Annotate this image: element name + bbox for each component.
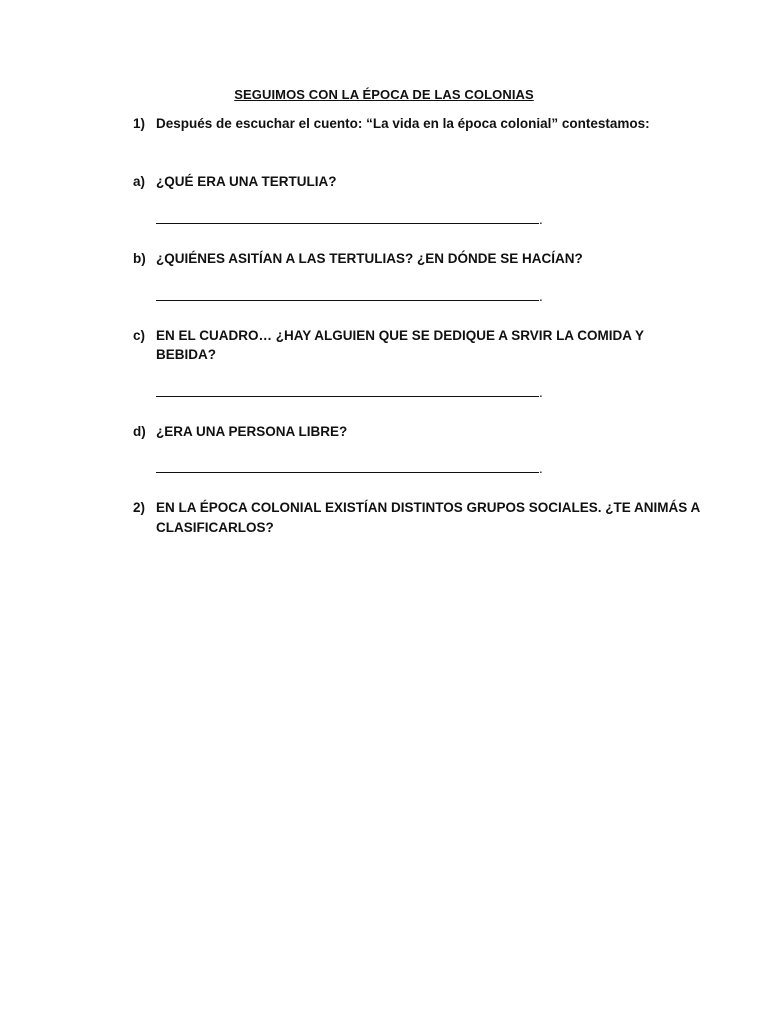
answer-line-d[interactable]	[156, 461, 543, 476]
page-title: SEGUIMOS CON LA ÉPOCA DE LAS COLONIAS	[234, 87, 534, 102]
question-a	[133, 174, 337, 189]
answer-line-end: .	[539, 385, 543, 400]
question-b	[133, 251, 583, 266]
question-a-letter: a)	[133, 174, 146, 189]
answer-line-c[interactable]	[156, 385, 543, 400]
question-1-text: Después de escuchar el cuento: “La vida en la época colonial” contestamos:	[156, 116, 650, 131]
question-2-number: 2)	[133, 500, 146, 515]
question-d	[133, 424, 347, 439]
question-2-text-line1: EN LA ÉPOCA COLONIAL EXISTÍAN DISTINTOS GRUPOS SOCIALES. ¿TE ANIMÁS A	[156, 500, 701, 515]
answer-rule	[156, 299, 539, 301]
answer-line-end: .	[539, 461, 543, 476]
question-2-text-line2: CLASIFICARLOS?	[156, 520, 274, 535]
answer-rule	[156, 222, 539, 224]
question-c	[133, 328, 644, 343]
answer-line-end: .	[539, 212, 543, 227]
question-c-letter: c)	[133, 328, 146, 343]
answer-line-b[interactable]	[156, 289, 543, 304]
question-d-text: ¿ERA UNA PERSONA LIBRE?	[156, 424, 348, 439]
question-1	[133, 116, 650, 131]
answer-rule	[156, 395, 539, 397]
answer-line-a[interactable]	[156, 212, 543, 227]
answer-line-end: .	[539, 289, 543, 304]
question-c-text-line2: BEBIDA?	[156, 347, 216, 362]
question-d-letter: d)	[133, 424, 146, 439]
answer-rule	[156, 471, 539, 473]
question-2	[133, 500, 700, 515]
question-c-text-line1: EN EL CUADRO… ¿HAY ALGUIEN QUE SE DEDIQUE A SRVIR LA COMIDA Y	[156, 328, 645, 343]
question-a-text: ¿QUÉ ERA UNA TERTULIA?	[156, 174, 337, 189]
question-b-text: ¿QUIÉNES ASITÍAN A LAS TERTULIAS? ¿EN DÓNDE SE HACÍAN?	[156, 251, 583, 266]
question-1-number: 1)	[133, 116, 146, 131]
question-b-letter: b)	[133, 251, 146, 266]
